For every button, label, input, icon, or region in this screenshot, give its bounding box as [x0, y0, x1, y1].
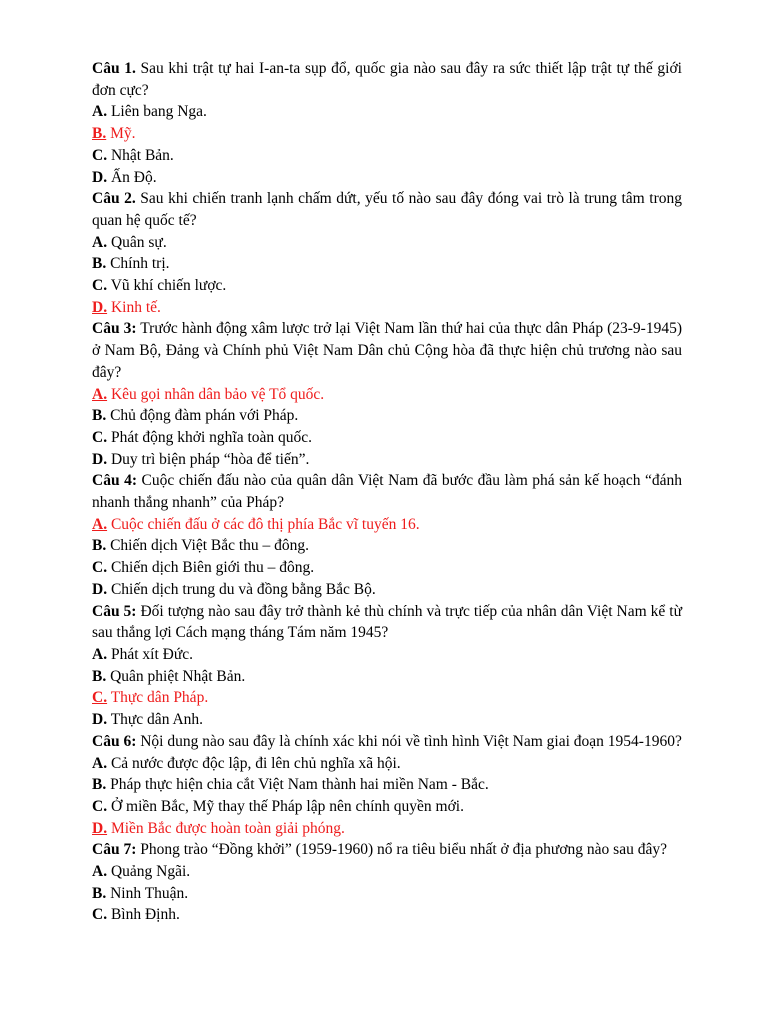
- option-letter: D.: [92, 298, 108, 316]
- question-text: Cuộc chiến đấu nào của quân dân Việt Nam đã bước đầu làm phá sản kế hoạch “đánh nhanh thắng nhanh” của Pháp?: [92, 472, 683, 512]
- question-text: Sau khi chiến tranh lạnh chấm dứt, yếu tố nào sau đây đóng vai trò là trung tâm trong quan hệ quốc tế?: [92, 190, 682, 229]
- option-text: Chiến dịch Biên giới thu – đông.: [110, 559, 315, 577]
- option-letter: C.: [92, 428, 108, 446]
- answer-option: [92, 861, 682, 883]
- option-letter: A.: [92, 385, 108, 403]
- question-stem: [92, 58, 682, 101]
- answer-option: [92, 709, 682, 731]
- question-number: Câu 7:: [92, 841, 137, 859]
- option-text: Chiến dịch Việt Bắc thu – đông.: [110, 537, 310, 555]
- question-number: Câu 2.: [92, 190, 136, 208]
- option-letter: D.: [92, 580, 108, 598]
- option-text: Pháp thực hiện chia cắt Việt Nam thành hai miền Nam - Bắc.: [110, 776, 489, 794]
- option-letter: B.: [92, 125, 107, 143]
- option-text: Vũ khí chiến lược.: [110, 277, 227, 295]
- question-stem: [92, 470, 682, 513]
- question-stem: [92, 601, 682, 644]
- option-letter: C.: [92, 689, 108, 707]
- answer-option: [92, 666, 682, 688]
- answer-option-correct: [92, 384, 682, 406]
- option-letter: B.: [92, 537, 107, 555]
- answer-option: [92, 753, 682, 775]
- answer-option: [92, 774, 682, 796]
- answer-option: [92, 253, 682, 275]
- option-letter: C.: [92, 277, 108, 295]
- question-stem: [92, 188, 682, 231]
- option-text: Cả nước được độc lập, đi lên chủ nghĩa xã hội.: [110, 754, 401, 772]
- option-letter: C.: [92, 559, 108, 577]
- option-text: Mỹ.: [110, 125, 136, 143]
- option-letter: C.: [92, 906, 108, 924]
- option-letter: D.: [92, 711, 108, 729]
- answer-option: [92, 796, 682, 818]
- option-text: Quân phiệt Nhật Bản.: [110, 667, 246, 685]
- option-text: Kinh tế.: [110, 298, 161, 316]
- option-text: Duy trì biện pháp “hòa để tiến”.: [110, 450, 310, 468]
- option-letter: B.: [92, 255, 107, 273]
- answer-option: [92, 557, 682, 579]
- option-letter: A.: [92, 233, 108, 251]
- option-letter: B.: [92, 776, 107, 794]
- answer-option: [92, 275, 682, 297]
- answer-option: [92, 145, 682, 167]
- option-text: Chiến dịch trung du và đồng bằng Bắc Bộ.: [110, 580, 376, 598]
- option-text: Chính trị.: [110, 255, 170, 273]
- question-number: Câu 1.: [92, 60, 136, 77]
- answer-option: [92, 101, 682, 123]
- answer-option: [92, 427, 682, 449]
- question-stem: [92, 731, 682, 753]
- answer-option: [92, 167, 682, 189]
- question-number: Câu 4:: [92, 472, 137, 490]
- option-text: Kêu gọi nhân dân bảo vệ Tổ quốc.: [110, 385, 325, 403]
- option-text: Miền Bắc được hoàn toàn giải phóng.: [110, 819, 345, 837]
- option-letter: B.: [92, 667, 107, 685]
- option-text: Phát xít Đức.: [110, 645, 193, 663]
- option-text: Ở miền Bắc, Mỹ thay thế Pháp lập nên chính quyền mới.: [110, 797, 464, 815]
- option-letter: C.: [92, 146, 108, 164]
- option-letter: D.: [92, 450, 108, 468]
- option-letter: B.: [92, 407, 107, 425]
- option-text: Quân sự.: [110, 233, 167, 251]
- option-letter: A.: [92, 515, 108, 533]
- question-number: Câu 6:: [92, 732, 137, 750]
- answer-option: [92, 449, 682, 471]
- question-text: Phong trào “Đồng khởi” (1959-1960) nổ ra tiêu biểu nhất ở địa phương nào sau đây?: [140, 841, 667, 859]
- option-letter: D.: [92, 168, 108, 186]
- option-letter: A.: [92, 645, 108, 663]
- answer-option-correct: [92, 514, 682, 536]
- answer-option: [92, 904, 682, 926]
- option-text: Liên bang Nga.: [110, 103, 207, 121]
- answer-option: [92, 535, 682, 557]
- answer-option-correct: [92, 123, 682, 145]
- answer-option-correct: [92, 818, 682, 840]
- option-text: Phát động khởi nghĩa toàn quốc.: [110, 428, 313, 446]
- option-letter: C.: [92, 797, 108, 815]
- option-text: Thực dân Pháp.: [110, 689, 209, 707]
- option-text: Chủ động đàm phán với Pháp.: [110, 407, 299, 425]
- option-text: Thực dân Anh.: [110, 711, 204, 729]
- question-number: Câu 5:: [92, 602, 137, 620]
- document-page: [92, 58, 682, 926]
- option-text: Ninh Thuận.: [110, 884, 189, 902]
- option-text: Bình Định.: [110, 906, 180, 924]
- option-text: Nhật Bản.: [110, 146, 174, 164]
- option-letter: A.: [92, 863, 108, 881]
- answer-option: [92, 579, 682, 601]
- option-text: Ấn Độ.: [110, 168, 157, 186]
- answer-option: [92, 232, 682, 254]
- option-letter: B.: [92, 884, 107, 902]
- question-stem: [92, 318, 682, 383]
- option-text: Cuộc chiến đấu ở các đô thị phía Bắc vĩ tuyến 16.: [110, 515, 420, 533]
- answer-option-correct: [92, 687, 682, 709]
- answer-option-correct: [92, 297, 682, 319]
- question-text: Sau khi trật tự hai I-an-ta sụp đổ, quốc gia nào sau đây ra sức thiết lập trật tự thế giới đơn cực?: [92, 60, 682, 99]
- question-text: Trước hành động xâm lược trở lại Việt Nam lần thứ hai của thực dân Pháp (23-9-1945) ở Nam Bộ, Đảng và Chính phủ Việt Nam Dân chủ Cộng hòa đã thực hiện chủ trương nào sau đây?: [92, 320, 682, 381]
- option-letter: A.: [92, 754, 108, 772]
- answer-option: [92, 883, 682, 905]
- question-text: Đối tượng nào sau đây trở thành kẻ thù chính và trực tiếp của nhân dân Việt Nam kể từ sau thắng lợi Cách mạng tháng Tám năm 1945?: [92, 602, 682, 642]
- answer-option: [92, 644, 682, 666]
- answer-option: [92, 405, 682, 427]
- question-text: Nội dung nào sau đây là chính xác khi nói về tình hình Việt Nam giai đoạn 1954-1960?: [140, 732, 682, 750]
- question-number: Câu 3:: [92, 320, 137, 338]
- option-letter: A.: [92, 103, 108, 121]
- option-text: Quảng Ngãi.: [110, 863, 191, 881]
- option-letter: D.: [92, 819, 108, 837]
- question-stem: [92, 839, 682, 861]
